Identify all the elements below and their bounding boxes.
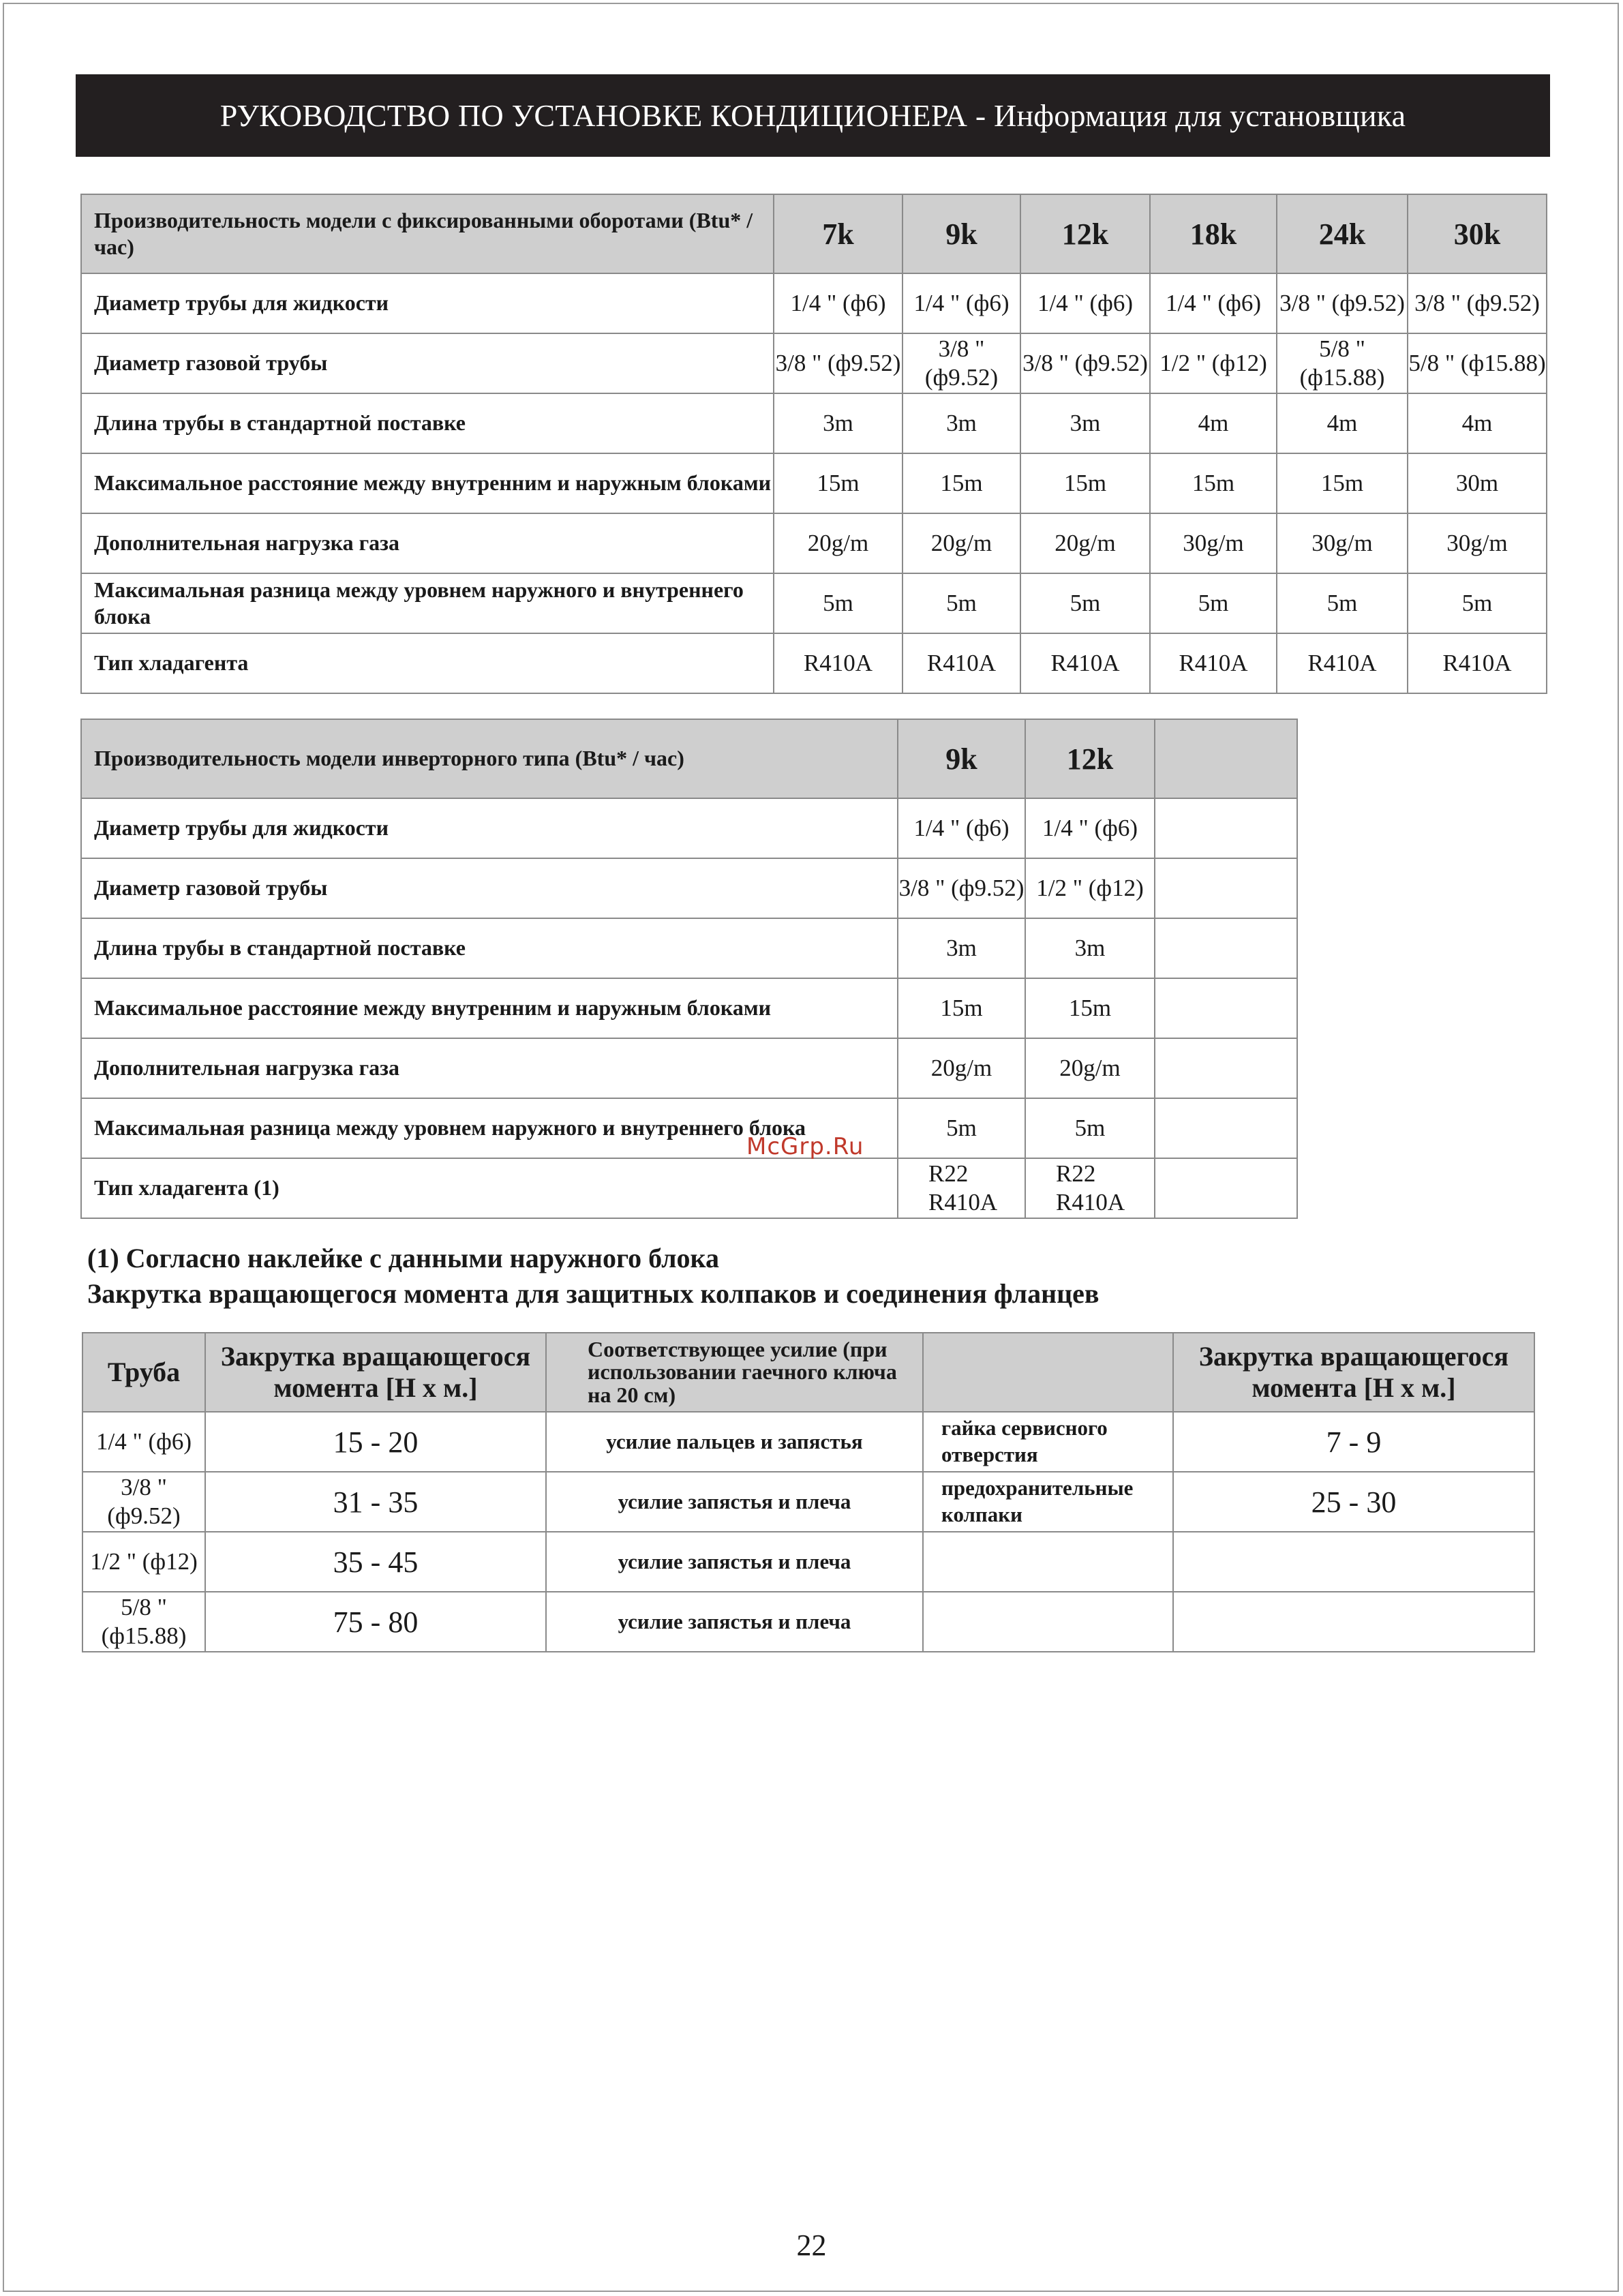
torque-header: Закрутка вращающегося момента [Н х м.] (205, 1333, 546, 1412)
table-row (81, 1098, 1297, 1158)
row-label: Максимальная разница между уровнем наружного и внутреннего блока (81, 1098, 898, 1158)
torque-header-row (82, 1333, 1534, 1412)
cell: 15m (902, 453, 1020, 513)
table-row (81, 513, 1547, 573)
force-cell: усилие запястья и плеча (546, 1592, 923, 1652)
cell: 20g/m (1020, 513, 1150, 573)
cell: 30m (1408, 453, 1547, 513)
cell: 1/2 " (ф12) (1150, 333, 1277, 393)
table-row (81, 1038, 1297, 1098)
table-row (82, 1532, 1534, 1592)
cell: R410A (1150, 633, 1277, 693)
cell: 15m (774, 453, 902, 513)
cell: 3/8 " (ф9.52) (898, 858, 1025, 918)
cell: 15m (1020, 453, 1150, 513)
col-12k: 12k (1020, 194, 1150, 273)
page-number: 22 (796, 2229, 827, 2262)
row-label: Дополнительная нагрузка газа (81, 1038, 898, 1098)
table-row (81, 918, 1297, 978)
cell: 3/8 " (ф9.52) (774, 333, 902, 393)
cell: 3/8 " (ф9.52) (1408, 273, 1547, 333)
torque-cell: 15 - 20 (205, 1412, 546, 1472)
cell: 3m (1025, 918, 1155, 978)
cell: R22 R410A (1025, 1158, 1155, 1218)
cell: 5m (1150, 573, 1277, 633)
force-cell: усилие пальцев и запястья (546, 1412, 923, 1472)
pipe-cell: 1/4 " (ф6) (82, 1412, 205, 1472)
table-row (81, 573, 1547, 633)
cell: 5m (774, 573, 902, 633)
cell: 3m (898, 918, 1025, 978)
cell: 5/8 " (ф15.88) (1277, 333, 1408, 393)
cell: 4m (1277, 393, 1408, 453)
row-label: Максимальная разница между уровнем наружного и внутреннего блока (81, 573, 774, 633)
row-label: Максимальное расстояние между внутренним и наружным блоками (81, 453, 774, 513)
torque-cell: 35 - 45 (205, 1532, 546, 1592)
col-blank (1155, 719, 1297, 798)
cell: R22 R410A (898, 1158, 1025, 1218)
torque2-cell (1173, 1592, 1534, 1652)
row-label: Диаметр трубы для жидкости (81, 798, 898, 858)
cell (1155, 798, 1297, 858)
table-row (81, 978, 1297, 1038)
col-9k: 9k (898, 719, 1025, 798)
row-label: Диаметр трубы для жидкости (81, 273, 774, 333)
col-18k: 18k (1150, 194, 1277, 273)
torque-cell: 31 - 35 (205, 1472, 546, 1532)
table-row (81, 798, 1297, 858)
cell: 5m (1408, 573, 1547, 633)
col-12k: 12k (1025, 719, 1155, 798)
table-row (82, 1412, 1534, 1472)
cell: 15m (898, 978, 1025, 1038)
cell: 20g/m (902, 513, 1020, 573)
cell: 3/8 " (ф9.52) (1277, 273, 1408, 333)
torque-cell: 75 - 80 (205, 1592, 546, 1652)
cell: 5m (1020, 573, 1150, 633)
row-label: Длина трубы в стандартной поставке (81, 393, 774, 453)
row-label: Тип хладагента (81, 633, 774, 693)
part-cell: гайка сервисного отверстия (923, 1412, 1173, 1472)
cell: 30g/m (1150, 513, 1277, 573)
cell: 1/4 " (ф6) (1025, 798, 1155, 858)
cell: 1/4 " (ф6) (898, 798, 1025, 858)
cell: 1/4 " (ф6) (902, 273, 1020, 333)
cell (1155, 858, 1297, 918)
cell (1155, 1098, 1297, 1158)
col-30k: 30k (1408, 194, 1547, 273)
cell: 15m (1277, 453, 1408, 513)
force-cell: усилие запястья и плеча (546, 1532, 923, 1592)
inverter-table (80, 719, 1298, 1219)
page-title: РУКОВОДСТВО ПО УСТАНОВКЕ КОНДИЦИОНЕРА - Информация для установщика (76, 74, 1550, 157)
torque2-cell: 25 - 30 (1173, 1472, 1534, 1532)
table-row (81, 273, 1547, 333)
cell: 4m (1150, 393, 1277, 453)
col-24k: 24k (1277, 194, 1408, 273)
row-label: Тип хладагента (1) (81, 1158, 898, 1218)
cell: 4m (1408, 393, 1547, 453)
cell: 3m (1020, 393, 1150, 453)
cell: 5m (902, 573, 1020, 633)
cell: 3m (902, 393, 1020, 453)
row-label: Диаметр газовой трубы (81, 858, 898, 918)
torque2-header: Закрутка вращающегося момента [Н х м.] (1173, 1333, 1534, 1412)
cell: 5m (898, 1098, 1025, 1158)
table-row (81, 633, 1547, 693)
cell: 20g/m (898, 1038, 1025, 1098)
cell (1155, 978, 1297, 1038)
cell: 5m (1277, 573, 1408, 633)
cell: R410A (1020, 633, 1150, 693)
table-row (81, 858, 1297, 918)
row-label: Максимальное расстояние между внутренним и наружным блоками (81, 978, 898, 1038)
col-9k: 9k (902, 194, 1020, 273)
cell (1155, 918, 1297, 978)
part-cell (923, 1532, 1173, 1592)
fixed-header-label: Производительность модели с фиксированными оборотами (Btu* / час) (81, 194, 774, 273)
pipe-cell: 1/2 " (ф12) (82, 1532, 205, 1592)
col-7k: 7k (774, 194, 902, 273)
cell: 1/4 " (ф6) (1150, 273, 1277, 333)
inverter-header-row (81, 719, 1297, 798)
pipe-header: Труба (82, 1333, 205, 1412)
cell: 1/2 " (ф12) (1025, 858, 1155, 918)
table-row (81, 1158, 1297, 1218)
blank-header (923, 1333, 1173, 1412)
table-row (81, 393, 1547, 453)
cell: 5/8 " (ф15.88) (1408, 333, 1547, 393)
row-label: Диаметр газовой трубы (81, 333, 774, 393)
cell: 3/8 " (ф9.52) (902, 333, 1020, 393)
cell: 3m (774, 393, 902, 453)
inverter-header-label: Производительность модели инверторного типа (Btu* / час) (81, 719, 898, 798)
cell: 30g/m (1277, 513, 1408, 573)
torque2-cell: 7 - 9 (1173, 1412, 1534, 1472)
cell: 3/8 " (ф9.52) (1020, 333, 1150, 393)
part-cell: предохранительные колпаки (923, 1472, 1173, 1532)
cell: 30g/m (1408, 513, 1547, 573)
row-label: Дополнительная нагрузка газа (81, 513, 774, 573)
force-header: Соответствующее усилие (при использовании гаечного ключа на 20 см) (546, 1333, 923, 1412)
cell: 1/4 " (ф6) (774, 273, 902, 333)
cell (1155, 1158, 1297, 1218)
cell: 15m (1025, 978, 1155, 1038)
force-cell: усилие запястья и плеча (546, 1472, 923, 1532)
cell: 15m (1150, 453, 1277, 513)
footnote: (1) Согласно наклейке с данными наружного блока (87, 1243, 719, 1273)
pipe-cell: 3/8 " (ф9.52) (82, 1472, 205, 1532)
cell: 1/4 " (ф6) (1020, 273, 1150, 333)
pipe-cell: 5/8 " (ф15.88) (82, 1592, 205, 1652)
torque-table (82, 1332, 1535, 1652)
torque2-cell (1173, 1532, 1534, 1592)
fixed-header-row (81, 194, 1547, 273)
cell: 20g/m (774, 513, 902, 573)
cell: R410A (1408, 633, 1547, 693)
cell: R410A (774, 633, 902, 693)
row-label: Длина трубы в стандартной поставке (81, 918, 898, 978)
table-row (82, 1472, 1534, 1532)
torque-title: Закрутка вращающегося момента для защитных колпаков и соединения фланцев (87, 1278, 1099, 1309)
table-row (81, 333, 1547, 393)
cell: R410A (1277, 633, 1408, 693)
table-row (82, 1592, 1534, 1652)
watermark: McGrp.Ru (746, 1133, 864, 1160)
notes-block (87, 1241, 1099, 1312)
fixed-speed-table (80, 194, 1547, 694)
cell: R410A (902, 633, 1020, 693)
part-cell (923, 1592, 1173, 1652)
cell: 20g/m (1025, 1038, 1155, 1098)
table-row (81, 453, 1547, 513)
cell (1155, 1038, 1297, 1098)
cell: 5m (1025, 1098, 1155, 1158)
